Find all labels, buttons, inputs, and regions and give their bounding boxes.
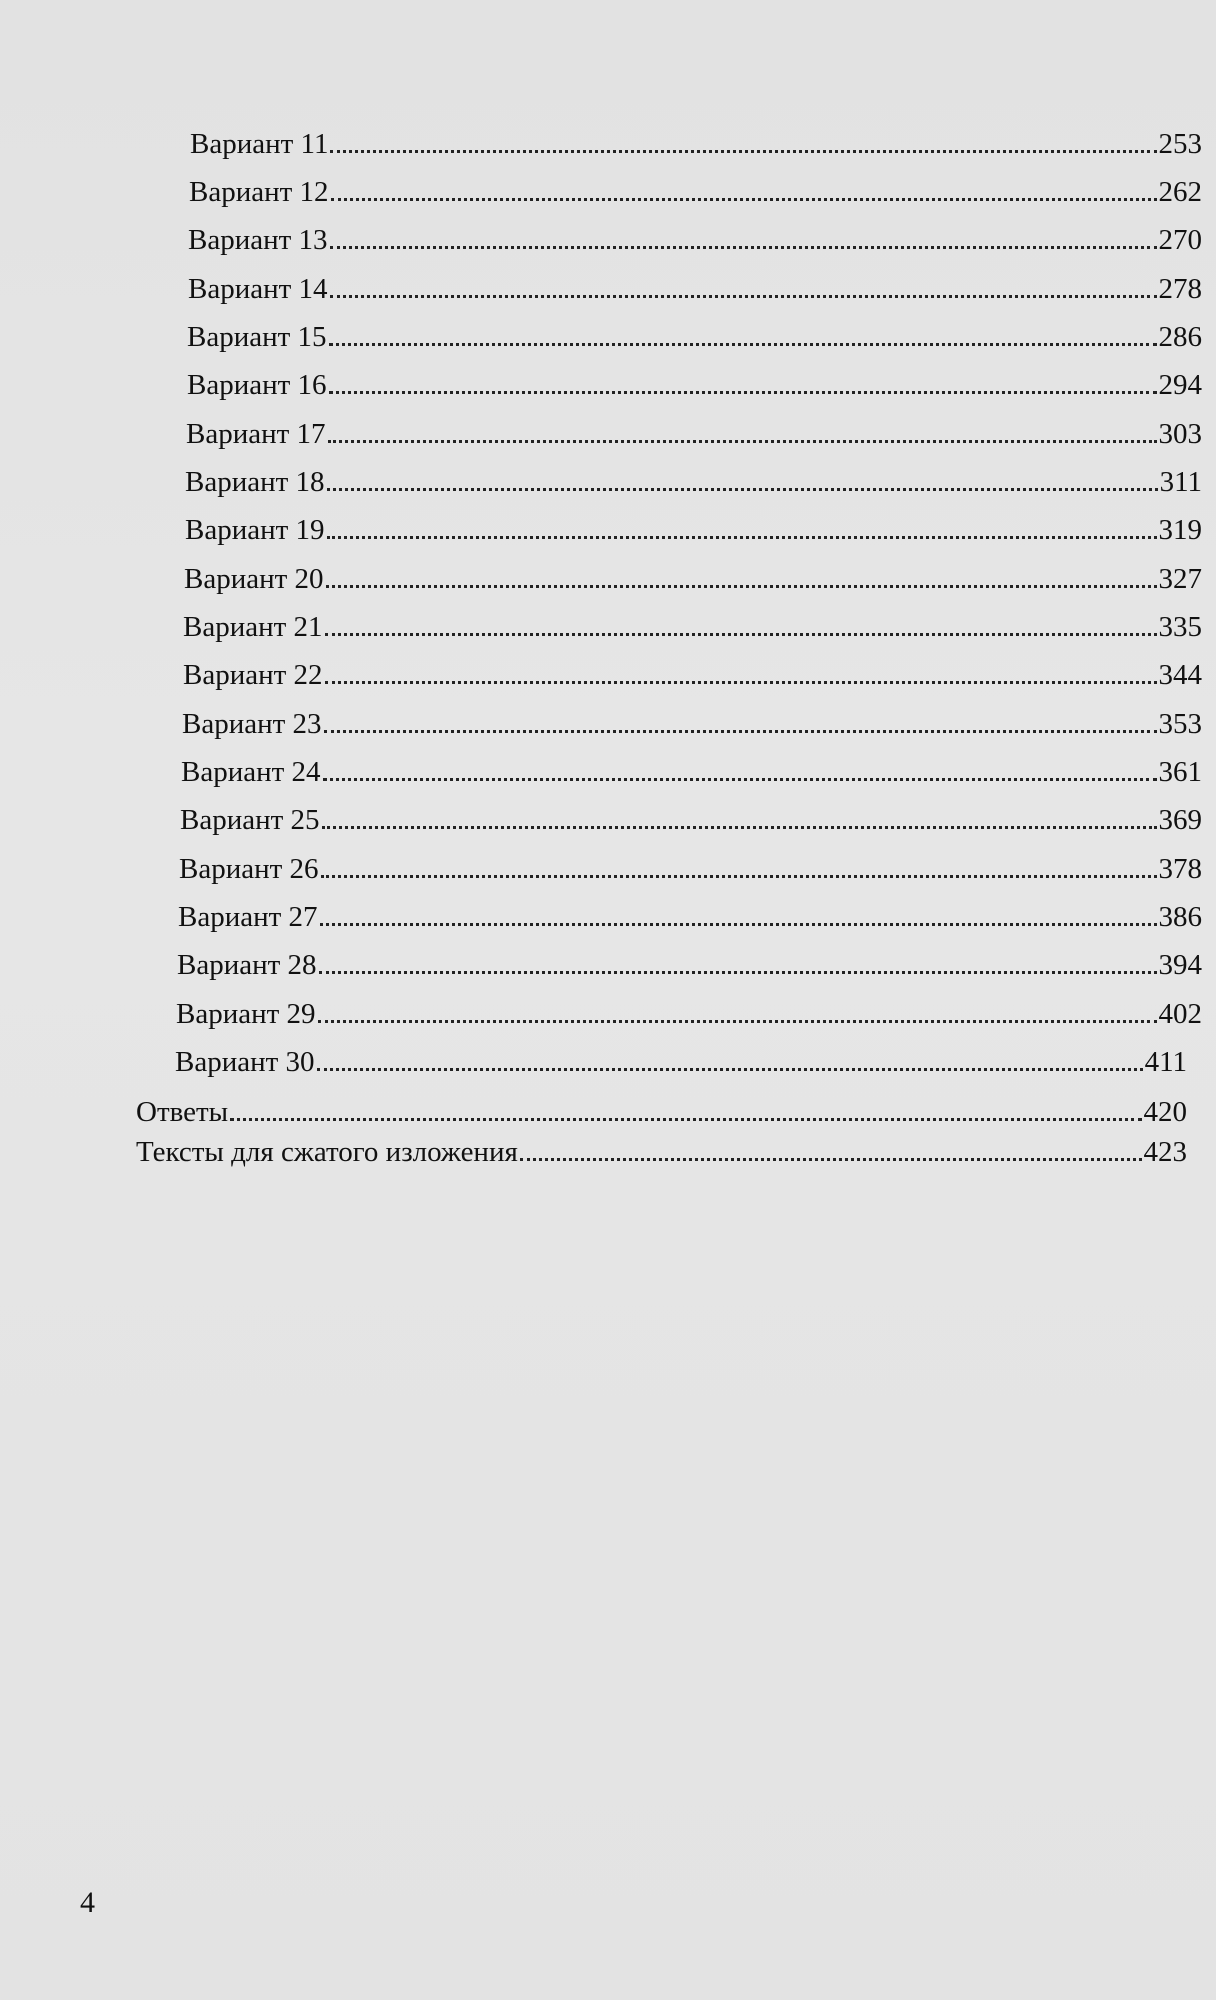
toc-entry <box>179 851 1202 887</box>
toc-entry-label: Вариант 18 <box>185 466 325 498</box>
toc-entry-page: 378 <box>1158 853 1202 885</box>
toc-entry-label: Вариант 17 <box>186 418 326 450</box>
toc-entry-label: Вариант 19 <box>185 514 325 546</box>
toc-leader-dots <box>331 198 1157 201</box>
toc-leader-dots <box>320 923 1157 926</box>
toc-entry-label: Вариант 13 <box>188 224 328 256</box>
toc-entry <box>188 222 1202 258</box>
toc-entry-page: 402 <box>1158 998 1202 1030</box>
toc-entry-label: Вариант 29 <box>176 998 316 1030</box>
toc-leader-dots <box>318 1020 1157 1023</box>
toc-entry-label: Ответы <box>136 1096 229 1128</box>
toc-entry <box>190 126 1202 162</box>
toc-entry <box>180 802 1202 838</box>
toc-leader-dots <box>317 1068 1143 1071</box>
toc-entry-label: Вариант 26 <box>179 853 319 885</box>
toc-entry <box>176 996 1202 1032</box>
toc-entry-label: Вариант 30 <box>175 1046 315 1078</box>
toc-entry-page: 423 <box>1143 1136 1187 1168</box>
toc-entry <box>186 416 1202 452</box>
toc-leader-dots <box>330 246 1157 249</box>
toc-entry-label: Вариант 25 <box>180 804 320 836</box>
toc-entry-page: 353 <box>1158 708 1202 740</box>
toc-leader-dots <box>327 536 1157 539</box>
toc-entry <box>182 706 1202 742</box>
toc-entry-page: 335 <box>1158 611 1202 643</box>
toc-entry-page: 253 <box>1158 128 1202 160</box>
toc-leader-dots <box>330 295 1157 298</box>
toc-entry-page: 327 <box>1158 563 1202 595</box>
toc-entry-page: 420 <box>1143 1096 1187 1128</box>
toc-leader-dots <box>319 971 1157 974</box>
toc-entry-page: 369 <box>1158 804 1202 836</box>
toc-entry <box>181 754 1202 790</box>
toc-entry-page: 386 <box>1158 901 1202 933</box>
toc-entry-page: 286 <box>1158 321 1202 353</box>
toc-entry-label: Вариант 27 <box>178 901 318 933</box>
toc-entry <box>177 947 1202 983</box>
toc-leader-dots <box>520 1158 1142 1161</box>
toc-entry <box>183 657 1202 693</box>
toc-leader-dots <box>329 391 1157 394</box>
toc-entry <box>178 899 1202 935</box>
toc-entry-label: Вариант 11 <box>190 128 329 160</box>
toc-entry-label: Тексты для сжатого изложения <box>136 1136 518 1168</box>
toc-entry-label: Вариант 21 <box>183 611 323 643</box>
toc-entry-label: Вариант 23 <box>182 708 322 740</box>
toc-entry-page: 278 <box>1158 273 1202 305</box>
toc-entry-page: 294 <box>1158 369 1202 401</box>
toc-entry <box>185 464 1202 500</box>
toc-entry-page: 319 <box>1158 514 1202 546</box>
toc-leader-dots <box>330 150 1156 153</box>
toc-entry-label: Вариант 14 <box>188 273 328 305</box>
toc-entry <box>175 1044 1187 1080</box>
toc-leader-dots <box>324 730 1157 733</box>
toc-entry <box>187 367 1202 403</box>
toc-entry-page: 411 <box>1144 1046 1187 1078</box>
toc-leader-dots <box>325 633 1157 636</box>
toc-leader-dots <box>328 440 1157 443</box>
toc-entry-label: Вариант 22 <box>183 659 323 691</box>
toc-entry-page: 303 <box>1158 418 1202 450</box>
toc-leader-dots <box>230 1118 1141 1121</box>
toc-leader-dots <box>325 681 1157 684</box>
toc-leader-dots <box>323 778 1157 781</box>
toc-entry-page: 394 <box>1158 949 1202 981</box>
toc-entry-label: Вариант 20 <box>184 563 324 595</box>
toc-entry-page: 311 <box>1159 466 1202 498</box>
toc-entry <box>183 609 1202 645</box>
toc-leader-dots <box>321 875 1157 878</box>
toc-entry-label: Вариант 24 <box>181 756 321 788</box>
toc-entry-page: 262 <box>1158 176 1202 208</box>
toc-entry <box>187 319 1202 355</box>
toc-entry-label: Вариант 12 <box>189 176 329 208</box>
toc-entry-label: Вариант 16 <box>187 369 327 401</box>
toc-entry-page: 361 <box>1158 756 1202 788</box>
page-number: 4 <box>80 1886 95 1919</box>
toc-entry-label: Вариант 28 <box>177 949 317 981</box>
toc-leader-dots <box>322 826 1157 829</box>
toc-entry <box>136 1134 1187 1170</box>
toc-entry <box>185 512 1202 548</box>
toc-leader-dots <box>329 343 1157 346</box>
toc-entry <box>188 271 1202 307</box>
toc-entry <box>136 1094 1187 1130</box>
toc-entry <box>184 561 1202 597</box>
toc-entry-label: Вариант 15 <box>187 321 327 353</box>
toc-entry <box>189 174 1202 210</box>
toc-entry-page: 344 <box>1158 659 1202 691</box>
toc-leader-dots <box>327 488 1158 491</box>
toc-leader-dots <box>326 585 1157 588</box>
toc-entry-page: 270 <box>1158 224 1202 256</box>
